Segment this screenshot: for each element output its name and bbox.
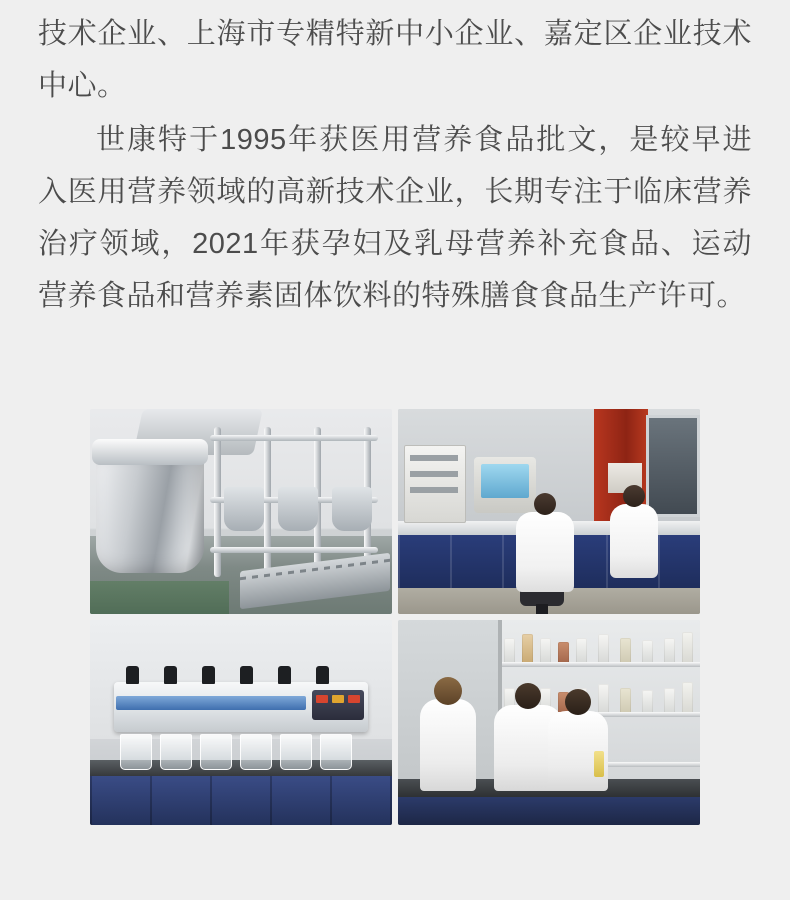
- paragraph-2: 世康特于1995年获医用营养食品批文，是较早进入医用营养领域的高新技术企业，长期专注于临床营养治疗领域，2021年获孕妇及乳母营养补充食品、运动营养食品和营养素固体饮料的特殊膳食食品生产许可。: [38, 124, 752, 312]
- reagent-bottles-row: [502, 628, 694, 664]
- window: [646, 415, 700, 517]
- photo-hplc-lab: [398, 409, 700, 614]
- person-head: [534, 493, 556, 515]
- researcher-left: [420, 699, 476, 791]
- glass-beakers: [118, 732, 368, 770]
- photo-shelf-team: [398, 620, 700, 825]
- process-vessel: [332, 487, 372, 531]
- blue-cabinets: [398, 797, 700, 825]
- person-head: [515, 683, 541, 709]
- hplc-instrument: [404, 445, 466, 523]
- process-vessel: [278, 487, 318, 531]
- tank-lid: [92, 439, 208, 465]
- green-floor-area: [90, 581, 229, 614]
- article-body: [0, 0, 790, 322]
- monitor-screen: [481, 464, 529, 498]
- shelf-board: [494, 662, 700, 667]
- condenser-knobs: [120, 666, 360, 684]
- person-head: [623, 485, 645, 507]
- lab-technician-standing: [610, 504, 658, 578]
- lab-technician-seated: [516, 512, 574, 592]
- mixing-tank: [96, 451, 204, 573]
- image-gallery: [90, 409, 700, 825]
- paragraph-1: 技术企业、上海市专精特新中小企业、嘉定区企业技术中心。: [38, 18, 752, 102]
- sample-tube: [594, 751, 604, 777]
- photo-mixing-tank: [90, 409, 392, 614]
- process-vessel: [224, 487, 264, 531]
- control-panel: [312, 690, 364, 720]
- blue-cabinets: [90, 776, 392, 825]
- photo-fat-analyzer: [90, 620, 392, 825]
- crt-monitor: [474, 457, 536, 513]
- person-head: [565, 689, 591, 715]
- analyzer-blue-stripe: [116, 696, 306, 710]
- person-head: [434, 677, 462, 705]
